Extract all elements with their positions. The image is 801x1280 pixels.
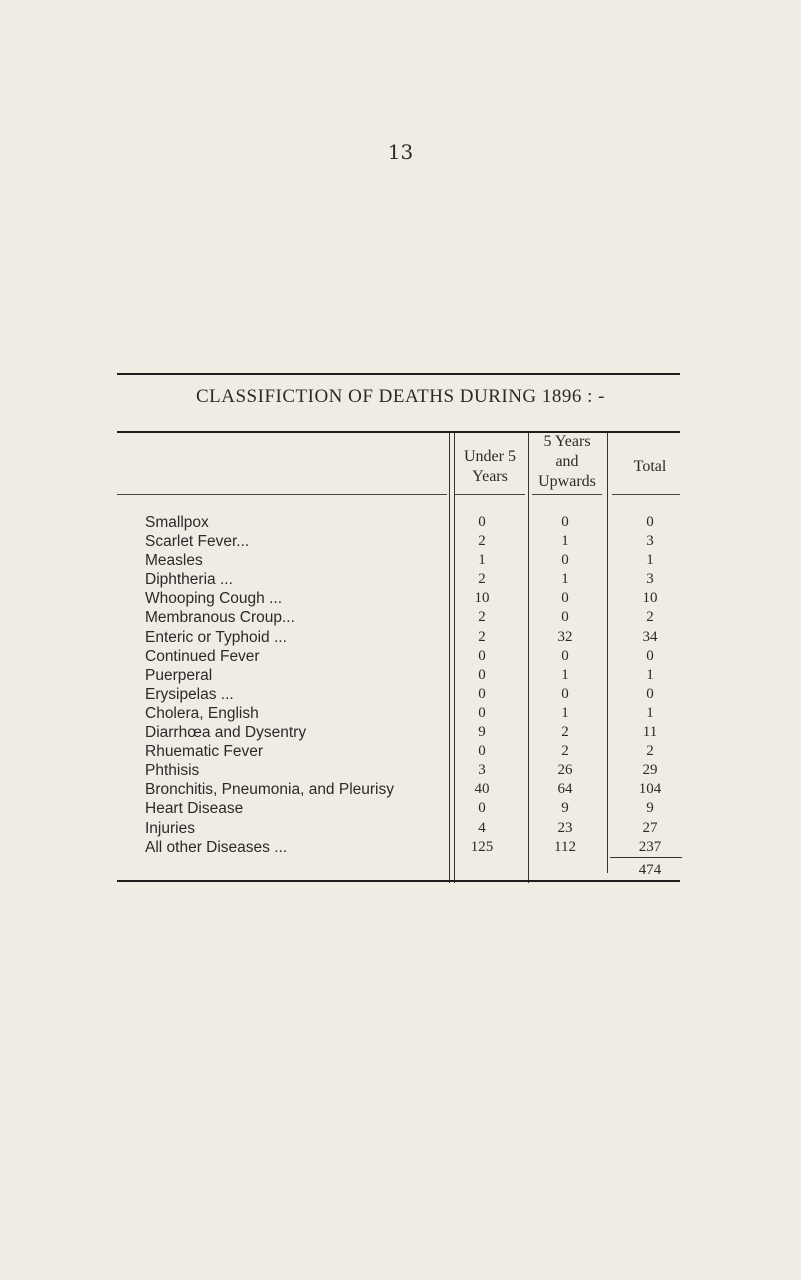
cell-upwards: 2 [561, 724, 569, 741]
cell-upwards: 0 [561, 685, 569, 702]
table-row [0, 532, 801, 551]
cell-under5: 2 [478, 533, 486, 550]
cell-under5: 0 [478, 743, 486, 760]
cell-upwards: 0 [561, 514, 569, 530]
table-row [0, 742, 801, 761]
row-label: Puerperal [145, 666, 213, 684]
col-under5-header [452, 447, 528, 487]
row-label: Phthisis [145, 762, 200, 780]
cell-under5: 0 [478, 704, 486, 721]
cell-total: 3 [646, 533, 654, 550]
cell-upwards: 1 [561, 571, 569, 588]
cell-total: 237 [638, 838, 662, 855]
bottom-rule [117, 880, 680, 882]
cell-total: 29 [642, 762, 658, 779]
col-total-line1: Total [633, 458, 667, 475]
row-label: Continued Fever [145, 647, 260, 665]
cell-under5: 9 [478, 724, 486, 741]
cell-total: 34 [642, 628, 658, 645]
cell-total: 0 [646, 514, 654, 530]
table-row [0, 647, 801, 666]
row-label: Whooping Cough ... [145, 590, 283, 608]
page-number: 13 [387, 140, 414, 164]
total-rule [610, 857, 682, 858]
table-row [0, 570, 801, 589]
row-label: Injuries [145, 819, 195, 837]
cell-upwards: 2 [561, 743, 569, 760]
cell-upwards: 9 [561, 800, 569, 817]
cell-total: 10 [642, 590, 658, 607]
cell-upwards: 32 [557, 628, 573, 645]
cell-under5: 125 [470, 838, 494, 855]
cell-total: 0 [646, 647, 654, 664]
cell-upwards: 1 [561, 666, 569, 683]
cell-under5: 3 [478, 762, 486, 779]
deaths-table-body [0, 513, 801, 857]
table-row [0, 704, 801, 723]
header-underline-upwards [532, 494, 602, 495]
cell-upwards: 112 [554, 838, 576, 855]
cell-upwards: 0 [561, 552, 569, 569]
table-row [0, 666, 801, 685]
row-label: Diphtheria ... [145, 571, 233, 589]
row-label: Diarrhœa and Dysentry [145, 724, 307, 742]
cell-under5: 0 [478, 666, 486, 683]
top-rule [117, 373, 680, 375]
table-row [0, 819, 801, 838]
cell-under5: 2 [478, 571, 486, 588]
table-row [0, 780, 801, 799]
cell-under5: 40 [474, 781, 490, 798]
row-label: All other Diseases ... [145, 838, 288, 856]
table-title: CLASSIFICTION OF DEATHS DURING 1896 : - [195, 386, 606, 407]
cell-total: 2 [646, 743, 654, 760]
cell-upwards: 0 [561, 609, 569, 626]
cell-total: 9 [646, 800, 654, 817]
table-row [0, 513, 801, 532]
row-label: Enteric or Typhoid ... [145, 628, 287, 646]
cell-under5: 10 [474, 590, 490, 607]
row-label: Smallpox [145, 514, 209, 531]
row-label: Cholera, English [145, 704, 259, 722]
cell-upwards: 64 [557, 781, 573, 798]
row-label: Measles [145, 552, 203, 570]
cell-under5: 0 [478, 647, 486, 664]
header-underline-label [117, 494, 447, 495]
cell-under5: 0 [478, 514, 486, 530]
cell-total: 1 [646, 666, 654, 683]
col-upwards-line2: and [555, 453, 579, 470]
row-label: Bronchitis, Pneumonia, and Pleurisy [145, 781, 394, 799]
table-row [0, 723, 801, 742]
cell-upwards: 0 [561, 590, 569, 607]
cell-total: 11 [642, 724, 658, 741]
cell-under5: 4 [478, 819, 486, 836]
cell-total: 1 [646, 704, 654, 721]
cell-total: 104 [638, 781, 662, 798]
table-row [0, 799, 801, 818]
cell-upwards: 1 [561, 704, 569, 721]
cell-under5: 2 [478, 609, 486, 626]
cell-under5: 2 [478, 628, 486, 645]
cell-upwards: 1 [561, 533, 569, 550]
row-label: Heart Disease [145, 800, 244, 818]
col-upwards-line1: 5 Years [543, 433, 591, 450]
cell-total: 3 [646, 571, 654, 588]
col-upwards-header [530, 432, 604, 492]
cell-upwards: 23 [557, 819, 573, 836]
col-upwards-line3: Upwards [538, 473, 596, 490]
col-total-header [610, 457, 690, 477]
cell-upwards: 0 [561, 647, 569, 664]
cell-under5: 0 [478, 685, 486, 702]
table-row [0, 551, 801, 570]
header-underline-under5 [455, 494, 525, 495]
cell-total: 27 [642, 819, 658, 836]
table-row [0, 608, 801, 627]
col-under5-line2: Years [472, 468, 508, 485]
grand-total: 474 [638, 862, 662, 878]
cell-total: 2 [646, 609, 654, 626]
row-label: Membranous Croup... [145, 609, 295, 627]
cell-under5: 0 [478, 800, 486, 817]
cell-under5: 1 [478, 552, 486, 569]
table-row [0, 838, 801, 857]
row-label: Rhuematic Fever [145, 743, 264, 761]
col-under5-line1: Under 5 [464, 448, 516, 465]
table-row [0, 685, 801, 704]
table-row [0, 761, 801, 780]
row-label: Scarlet Fever... [145, 533, 250, 551]
cell-upwards: 26 [557, 762, 573, 779]
cell-total: 1 [646, 552, 654, 569]
cell-total: 0 [646, 685, 654, 702]
table-row [0, 589, 801, 608]
header-underline-total [612, 494, 680, 495]
table-row [0, 628, 801, 647]
row-label: Erysipelas ... [145, 685, 234, 703]
